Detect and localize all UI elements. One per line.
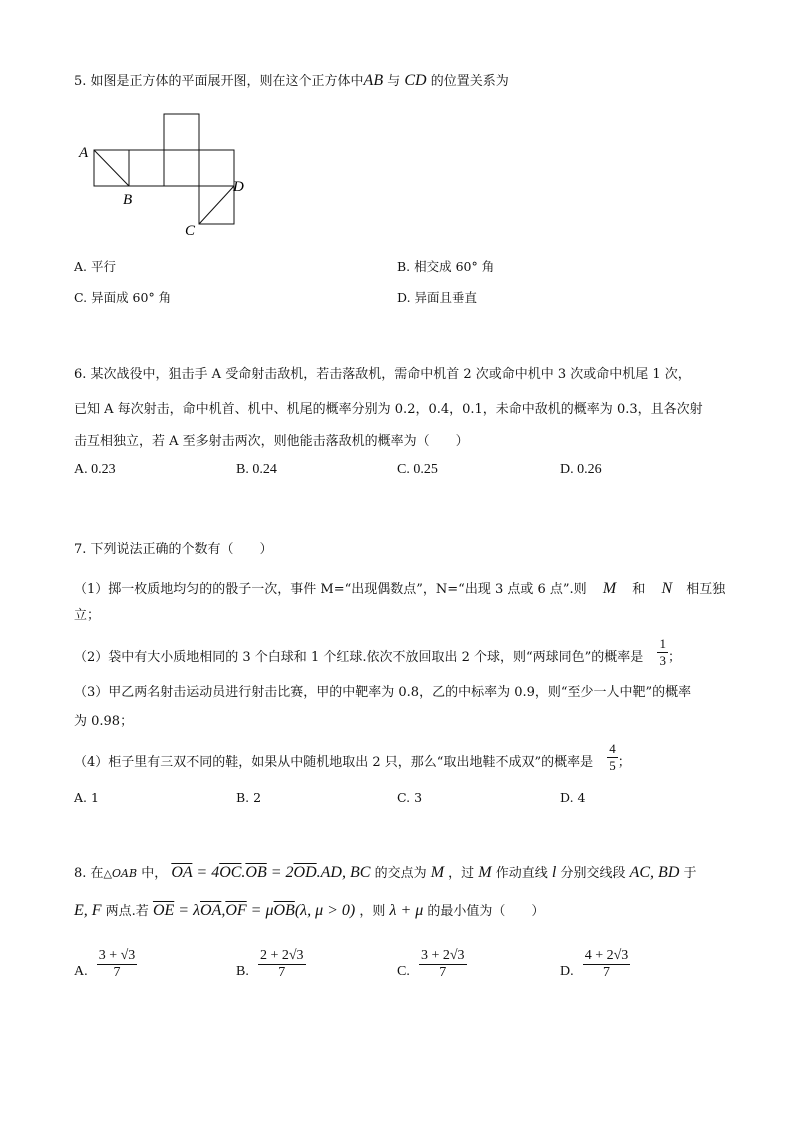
q8-line2-zh: 两点.若	[101, 904, 153, 919]
q8-sum: λ + μ	[389, 902, 424, 919]
q8-lead: 8. 在	[74, 866, 104, 881]
q8-option-d-den: 7	[603, 965, 611, 980]
q8-option-b[interactable]	[236, 948, 306, 981]
q8-vec-ob2: $\overline{OB}$	[273, 902, 295, 919]
q5-seg-cd: CD	[404, 72, 427, 89]
q8-option-c-den: 7	[439, 965, 447, 980]
q7-s2-num: 1	[659, 636, 666, 651]
q7-s2-text: （2）袋中有大小质地相同的 3 个白球和 1 个红球.依次不放回取出 2 个球，则“两球同色”的概率是	[74, 650, 644, 665]
diagonal-ab	[94, 150, 129, 186]
q8-zh: 中，	[137, 866, 168, 881]
q8-eq4: = 4	[192, 864, 220, 881]
q8-ef: E, F	[74, 902, 102, 919]
q8-option-d-fraction	[583, 948, 631, 981]
q7-s4-den: 5	[609, 758, 616, 773]
q8-eq2: = 2	[266, 864, 294, 881]
q7-s2-end: ；	[667, 650, 681, 665]
q5-stem	[74, 72, 509, 91]
q8-eq-lam: = λ	[174, 902, 201, 919]
q8-zh5: 分别交线段	[556, 866, 630, 881]
q8-cond: (λ, μ > 0)	[294, 902, 356, 919]
q7-s4-end: ；	[617, 755, 631, 770]
q5-option-a[interactable]: A. 平行	[74, 259, 116, 274]
q8-option-d[interactable]	[560, 948, 630, 981]
q8-segs: AC, BD	[629, 864, 680, 881]
q8-triangle: △OAB	[103, 867, 138, 880]
q8-option-b-fraction	[258, 948, 306, 981]
q7-s4-fraction	[607, 741, 618, 774]
q6-option-c[interactable]: C. 0.25	[397, 462, 438, 477]
q6-stem-line2: 已知 A 每次射击，命中机首、机中、机尾的概率分别为 0.2，0.4，0.1，未命中敌机的概率为 0.3，且各次射	[74, 402, 703, 417]
q8-comma: ,	[221, 902, 226, 919]
q8-option-a[interactable]	[74, 948, 137, 981]
q8-m: M	[430, 864, 445, 881]
q8-option-c-label: C.	[397, 964, 410, 979]
q7-s1-n: N	[661, 580, 673, 597]
q8-vec-oa2: $\overline{OA}$	[200, 902, 222, 919]
net-square-2	[129, 150, 164, 186]
q7-s2-den: 3	[659, 653, 666, 668]
q5-seg-ab: AB	[363, 72, 384, 89]
q5-option-c[interactable]: C. 异面成 60° 角	[74, 290, 172, 305]
q7-statement-1-line2: 立；	[74, 608, 101, 623]
net-square-3	[164, 150, 199, 186]
q7-statement-1-line1	[74, 580, 725, 599]
q7-option-c[interactable]: C. 3	[397, 790, 423, 805]
q7-s1-text: （1）掷一枚质地均匀的的骰子一次，事件 M=“出现偶数点”，N=“出现 3 点或 6 点”.则	[74, 582, 587, 597]
q8-zh3: ，过	[444, 866, 479, 881]
q8-zh2: 的交点为	[370, 866, 431, 881]
q8-option-c-num: 3 + 2√3	[420, 948, 465, 963]
q7-statement-3-line2: 为 0.98；	[74, 714, 134, 729]
q7-s2-fraction	[657, 636, 668, 669]
q5-option-b[interactable]: B. 相交成 60° 角	[397, 259, 495, 274]
q8-l: l	[551, 864, 557, 881]
q5-stem-text: 5. 如图是正方体的平面展开图，则在这个正方体中	[74, 74, 364, 89]
label-b: B	[123, 192, 133, 208]
q8-dot: .	[241, 864, 246, 881]
q8-vec-oe: $\overline{OE}$	[152, 902, 175, 919]
q7-option-a[interactable]: A. 1	[74, 790, 99, 805]
net-square-top	[164, 114, 199, 150]
label-d: D	[233, 179, 244, 195]
q7-s1-end: 相互独	[686, 582, 726, 597]
q6-stem-line1: 6. 某次战役中，狙击手 A 受命射击敌机，若击落敌机，需命中机首 2 次或命中机中 3 次或命中机尾 1 次，	[74, 367, 691, 382]
q8-rest1: .AD, BC	[316, 864, 371, 881]
q7-option-b[interactable]: B. 2	[236, 790, 262, 805]
q8-stem-line1	[74, 864, 697, 883]
q5-option-d[interactable]: D. 异面且垂直	[397, 290, 478, 305]
q7-stem: 7. 下列说法正确的个数有（ ）	[74, 542, 273, 557]
q6-option-a[interactable]: A. 0.23	[74, 462, 116, 477]
q8-zh7: ，则	[355, 904, 390, 919]
q8-option-a-num: 3 + √3	[98, 948, 136, 963]
q7-s1-m: M	[602, 580, 617, 597]
q8-vec-oc: $\overline{OC}$	[219, 864, 242, 881]
q7-statement-2	[74, 636, 681, 669]
q8-option-b-den: 7	[278, 965, 286, 980]
q8-option-b-num: 2 + 2√3	[259, 948, 304, 963]
q7-s4-num: 4	[609, 741, 616, 756]
q8-option-a-den: 7	[113, 965, 121, 980]
net-square-4	[199, 150, 234, 186]
q8-zh4: 作动直线	[491, 866, 552, 881]
q8-zh8: 的最小值为（ ）	[423, 904, 545, 919]
q7-s4-text: （4）柜子里有三双不同的鞋，如果从中随机地取出 2 只，那么“取出地鞋不成双”的概率是	[74, 755, 594, 770]
q8-vec-oa: $\overline{OA}$	[171, 864, 193, 881]
q8-vec-ob: $\overline{OB}$	[245, 864, 267, 881]
q8-eq-mu: = μ	[246, 902, 274, 919]
label-a: A	[79, 145, 89, 161]
q8-option-c[interactable]	[397, 948, 467, 981]
q7-statement-3-line1: （3）甲乙两名射击运动员进行射击比赛，甲的中靶率为 0.8，乙的中标率为 0.9，则“至少一人中靶”的概率	[74, 685, 692, 700]
q8-vec-of: $\overline{OF}$	[225, 902, 247, 919]
q8-option-b-label: B.	[236, 964, 249, 979]
q8-vec-od: $\overline{OD}$	[293, 864, 317, 881]
label-c: C	[185, 223, 196, 239]
q7-statement-4	[74, 741, 631, 774]
q8-option-c-fraction	[419, 948, 467, 981]
q6-option-b[interactable]: B. 0.24	[236, 462, 277, 477]
q6-option-d[interactable]: D. 0.26	[560, 462, 602, 477]
q7-option-d[interactable]: D. 4	[560, 790, 586, 805]
q8-stem-line2	[74, 902, 544, 921]
q6-stem-line3: 击互相独立，若 A 至多射击两次，则他能击落敌机的概率为（ ）	[74, 434, 469, 449]
q8-option-a-fraction	[97, 948, 138, 981]
q5-stem-mid: 与	[383, 74, 405, 89]
q8-option-d-label: D.	[560, 964, 574, 979]
diagonal-cd	[199, 186, 234, 224]
q5-stem-suffix: 的位置关系为	[426, 74, 509, 89]
q8-option-a-label: A.	[74, 964, 88, 979]
q8-m2: M	[478, 864, 492, 881]
cube-net-figure	[70, 108, 270, 243]
q8-option-d-num: 4 + 2√3	[584, 948, 629, 963]
q8-zh6: 于	[679, 866, 697, 881]
q7-s1-and: 和	[632, 582, 646, 597]
